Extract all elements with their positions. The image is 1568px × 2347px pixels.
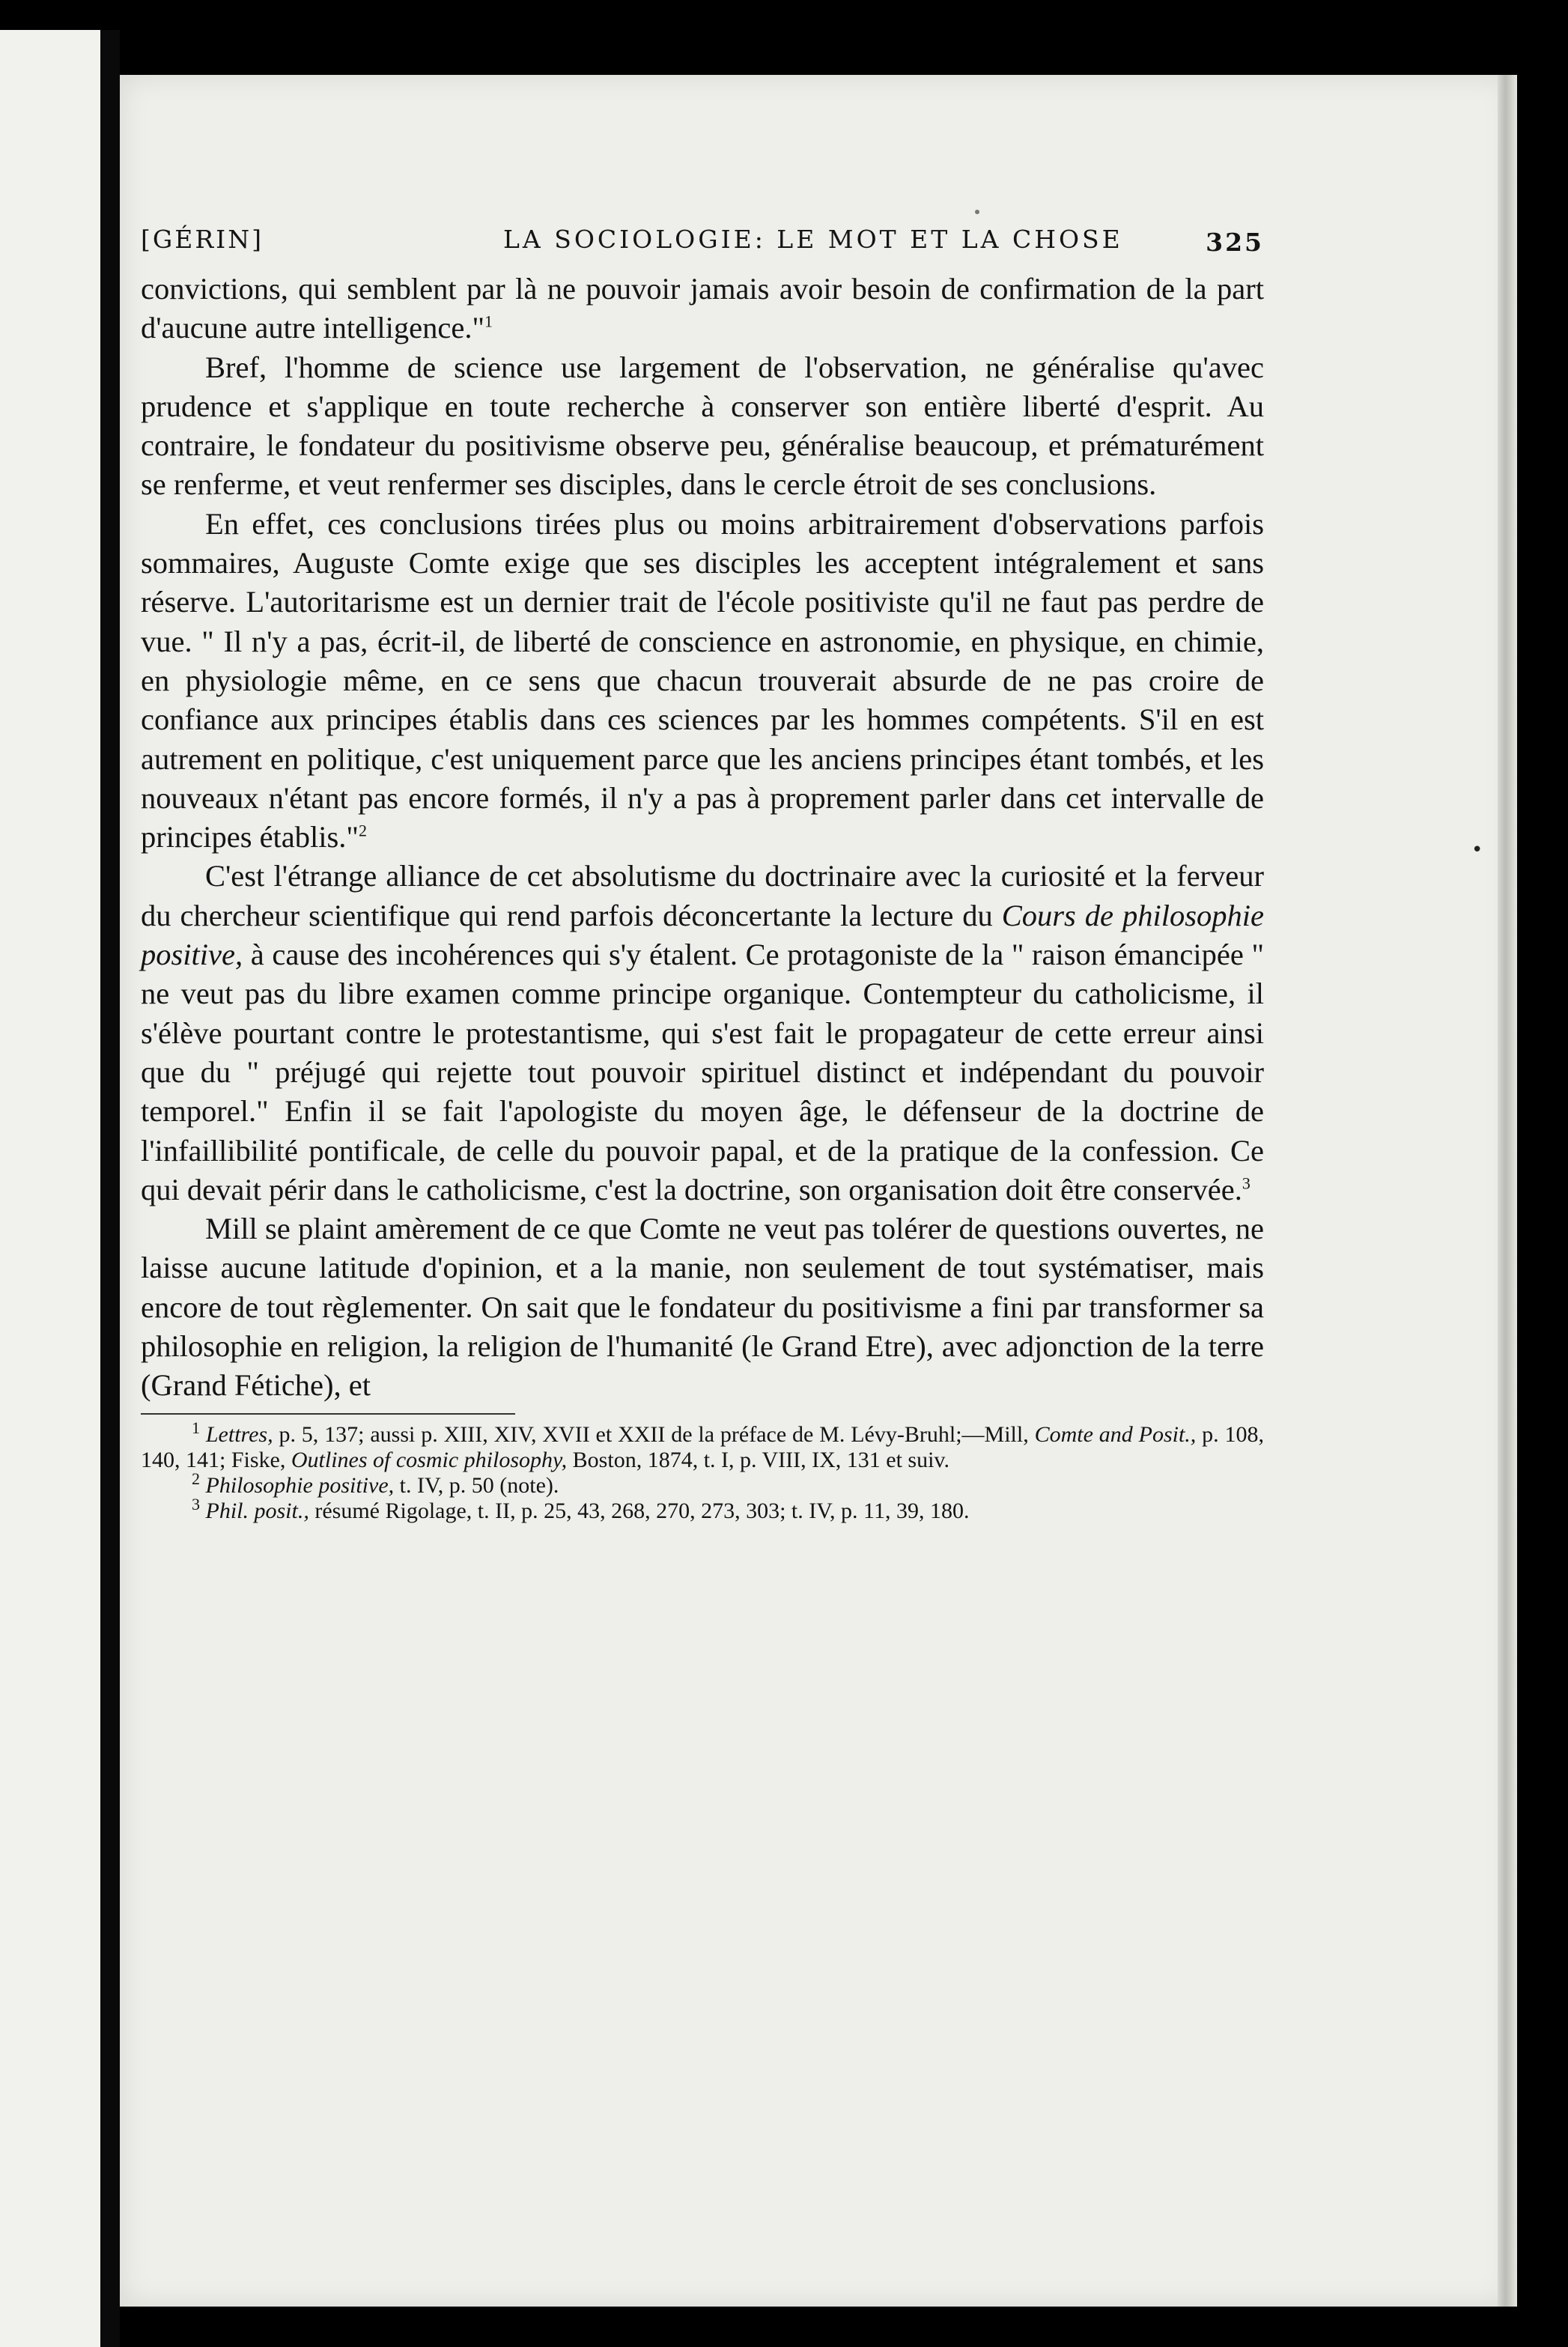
paragraph-3-text: En effet, ces conclusions tirées plus ou moins arbitrairement d'observations parfois sommaires, Auguste Comte exige que ses disciples les acceptent intégralement et sans réserve. L'autoritarisme est un dernier trait de l'école positiviste qu'il ne faut pas perdre de vue. " Il n'y a pas, écrit-il, de liberté de conscience en astronomie, en physique, en chimie, en physiologie même, en ce sens que chacun trouverait absurde de ne pas croire de confiance aux principes établis dans ces sciences par les hommes compétents. S'il en est autrement en politique, c'est uniquement parce que les anciens principes étant tombés, et les nouveaux n'étant pas encore formés, il n'y a pas à proprement parler dans cet intervalle de principes établis." bbox=[141, 506, 1264, 854]
footnote-rule bbox=[141, 1413, 515, 1415]
paragraph-4-text-start: C'est l'étrange alliance de cet absolutisme du doctrinaire avec la curiosité et la ferveur du chercheur scientifique qui rend parfois déconcertante la lecture du bbox=[141, 859, 1264, 932]
running-head-title: LA SOCIOLOGIE: LE MOT ET LA CHOSE bbox=[503, 225, 1123, 254]
footnote-ref-3: 3 bbox=[1242, 1174, 1251, 1193]
adjacent-page-edge bbox=[0, 30, 100, 2347]
paragraph-1 bbox=[141, 270, 1264, 348]
footnote-3-part-b: résumé Rigolage, t. II, p. 25, 43, 268, 270, 273, 303; t. IV, p. 11, 39, 180. bbox=[309, 1498, 970, 1523]
page-text bbox=[141, 225, 1264, 1524]
page-number: 325 bbox=[1206, 228, 1264, 257]
footnote-2-part-a: Philosophie positive, bbox=[205, 1472, 395, 1498]
footnote-1 bbox=[141, 1418, 1265, 1473]
footnote-1-part-e: Outlines of cosmic philosophy, bbox=[291, 1447, 568, 1472]
book-title-cours: Cours de philosophie positive, bbox=[141, 898, 1264, 972]
footnote-2-number: 2 bbox=[192, 1469, 200, 1488]
paragraph-4 bbox=[141, 857, 1264, 1209]
body-text bbox=[141, 270, 1264, 1406]
page-right-edge bbox=[1498, 75, 1517, 2307]
paragraph-4-text-end: à cause des incohérences qui s'y étalent. Ce protagoniste de la " raison émancipée " ne veut pas du libre examen comme principe organique. Contempteur du catholicisme, il s'élève pourtant contre le protestantisme, qui s'est fait le propagateur de cette erreur ainsi que du " préjugé qui rejette tout pouvoir spirituel distinct et indépendant du pouvoir temporel." Enfin il se fait l'apologiste du moyen âge, le défenseur de la doctrine de l'infaillibilité pontificale, de celle du pouvoir papal, et de la pratique de la confession. Ce qui devait périr dans le catholicisme, c'est la doctrine, son organisation doit être conservée. bbox=[141, 938, 1264, 1206]
footnote-1-part-c: Comte and Posit., bbox=[1034, 1421, 1197, 1447]
book-gutter bbox=[100, 30, 120, 2347]
paragraph-1-text: convictions, qui semblent par là ne pouvoir jamais avoir besoin de confirmation de la part d'aucune autre intelligence." bbox=[141, 272, 1264, 345]
paragraph-3 bbox=[141, 505, 1264, 857]
footnote-ref-2: 2 bbox=[358, 821, 367, 840]
footnote-3 bbox=[141, 1494, 1264, 1524]
running-head bbox=[141, 225, 1264, 270]
footnotes bbox=[141, 1418, 1265, 1524]
footnote-ref-1: 1 bbox=[484, 312, 493, 331]
footnote-1-number: 1 bbox=[192, 1418, 200, 1437]
footnote-3-part-a: Phil. posit., bbox=[205, 1498, 309, 1523]
footnote-2-part-b: t. IV, p. 50 (note). bbox=[394, 1472, 559, 1498]
margin-bullet-mark: • bbox=[1471, 839, 1483, 861]
footnote-3-number: 3 bbox=[192, 1494, 200, 1513]
footnote-1-part-d: p. 108, 140, 141; Fiske, bbox=[141, 1421, 1265, 1472]
footnote-1-part-a: Lettres, bbox=[205, 1421, 273, 1447]
scan-speck bbox=[975, 210, 979, 214]
footnote-1-part-b: p. 5, 137; aussi p. XIII, XIV, XVII et XXII de la préface de M. Lévy-Bruhl;—Mill, bbox=[273, 1421, 1035, 1447]
paragraph-5: Mill se plaint amèrement de ce que Comte ne veut pas tolérer de questions ouvertes, ne laisse aucune latitude d'opinion, et a la manie, non seulement de tout systématiser, mais encore de tout règlementer. On sait que le fondateur du positivisme a fini par transformer sa philosophie en religion, la religion de l'humanité (le Grand Etre), avec adjonction de la terre (Grand Fétiche), et bbox=[141, 1212, 1264, 1403]
paragraph-2: Bref, l'homme de science use largement de l'observation, ne généralise qu'avec prudence et s'applique en toute recherche à conserver son entière liberté d'esprit. Au contraire, le fondateur du positivisme observe peu, généralise beaucoup, et prématurément se renferme, et veut renfermer ses disciples, dans le cercle étroit de ses conclusions. bbox=[141, 350, 1264, 502]
running-head-author: [GÉRIN] bbox=[141, 225, 264, 254]
footnote-1-part-f: Boston, 1874, t. I, p. VIII, IX, 131 et suiv. bbox=[567, 1447, 949, 1472]
footnote-2 bbox=[141, 1469, 1264, 1499]
